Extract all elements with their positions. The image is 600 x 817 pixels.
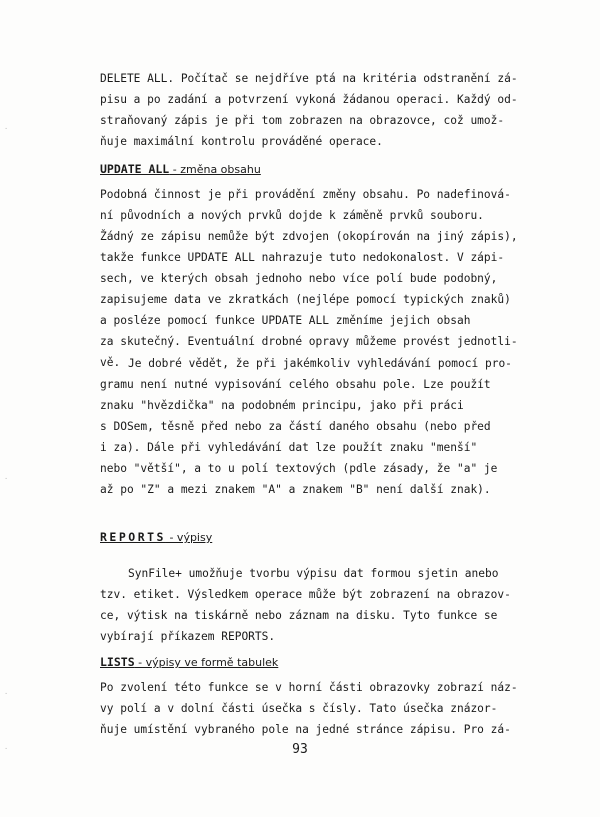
text-line: tzv. etiket. Výsledkem operace může být zobrazení na obrazov- <box>100 588 511 601</box>
heading-reports <box>100 530 212 544</box>
text-line: ňuje umístění vybraného pole na jedné stránce zápisu. Pro zá- <box>100 723 511 736</box>
text-line: DELETE ALL. Počítač se nejdříve ptá na kritéria odstranění zá- <box>100 72 518 85</box>
text-line: gramu není nutné vypisování celého obsahu pole. Lze použít <box>100 378 491 391</box>
text-line: i za). Dále při vyhledávání dat lze použít znaku "menší" <box>100 441 478 454</box>
heading-description: - výpisy <box>165 531 213 544</box>
text-line: vě. <box>100 356 121 369</box>
text-line: a posléze pomocí funkce UPDATE ALL změníme jejich obsah <box>100 314 471 327</box>
page-number: 93 <box>292 742 308 757</box>
text-line: Žádný ze zápisu nemůže být zdvojen (okopírován na jiný zápis), <box>100 230 518 243</box>
text-line: Je dobré vědět, že při jakémkoliv vyhledávání pomocí pro- <box>128 357 512 370</box>
text-line: ňuje maximální kontrolu prováděné operace. <box>100 135 383 148</box>
text-line: ce, výtisk na tiskárně nebo záznam na disku. Tyto funkce se <box>100 609 498 622</box>
margin-speck: · <box>4 690 9 698</box>
text-line: Po zvolení této funkce se v horní části obrazovky zobrazí náz- <box>100 681 518 694</box>
text-line: znaku "hvězdička" na podobném principu, jako při práci <box>100 399 464 412</box>
text-line: za skutečný. Eventuální drobné opravy můžeme provést jednotli- <box>100 335 518 348</box>
heading-keyword: UPDATE ALL <box>100 162 170 176</box>
text-line: Podobná činnost je při provádění změny obsahu. Po nadefinová- <box>100 188 511 201</box>
text-line: ní původních a nových prvků dojde k záměně prvků souboru. <box>100 209 484 222</box>
heading-keyword: LISTS <box>100 655 135 669</box>
heading-description: - výpisy ve formě tabulek <box>134 656 279 669</box>
paragraph-reports <box>100 563 520 647</box>
paragraph-update-all <box>100 184 520 373</box>
heading-description: - změna obsahu <box>169 163 261 176</box>
text-line: zapisujeme data ve zkratkách (nejlépe pomocí typických znaků) <box>100 293 511 306</box>
text-line: SynFile+ umožňuje tvorbu výpisu dat formou sjetin anebo <box>128 567 499 580</box>
heading-lists <box>100 655 278 669</box>
margin-speck: · <box>4 125 9 133</box>
text-line: pisu a po zadání a potvrzení vykoná žádanou operaci. Každý od- <box>100 93 518 106</box>
text-line: vy polí a v dolní části úsečka s čísly. Tato úsečka znázor- <box>100 702 498 715</box>
text-line: takže funkce UPDATE ALL nahrazuje tuto nedokonalost. V zápi- <box>100 251 505 264</box>
heading-update-all <box>100 162 261 176</box>
text-line: s DOSem, těsně před nebo za částí daného obsahu (nebo před <box>100 420 491 433</box>
text-line: až po "Z" a mezi znakem "A" a znakem "B" není další znak). <box>100 483 491 496</box>
text-line: nebo "větší", a to u polí textových (pdle zásady, že "a" je <box>100 462 498 475</box>
text-line: sech, ve kterých obsah jednoho nebo více polí bude podobný, <box>100 272 498 285</box>
paragraph-delete-all <box>100 68 520 152</box>
text-line: straňovaný zápis je při tom zobrazen na obrazovce, což umož- <box>100 114 505 127</box>
margin-speck: · <box>4 475 9 483</box>
text-line: vybírají příkazem REPORTS. <box>100 630 276 643</box>
margin-speck: · <box>4 745 9 753</box>
paragraph-search-tips <box>100 353 520 500</box>
paragraph-lists <box>100 677 520 740</box>
heading-keyword: REPORTS <box>100 530 166 544</box>
